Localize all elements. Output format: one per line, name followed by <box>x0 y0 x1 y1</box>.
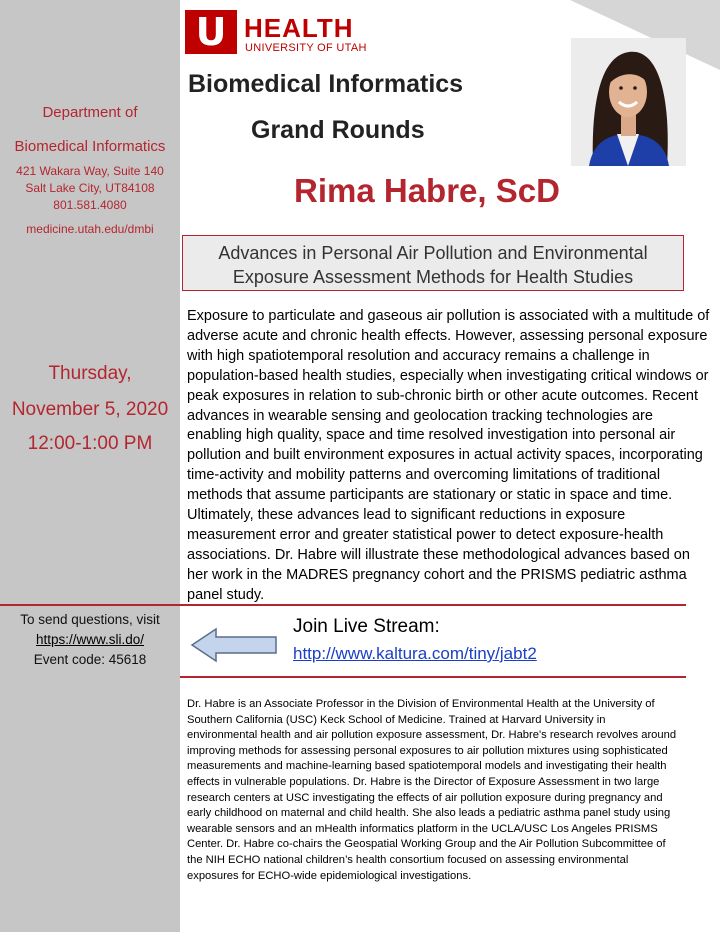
talk-title-line1: Advances in Personal Air Pollution and Environmental <box>218 243 648 263</box>
questions-box <box>0 610 180 670</box>
talk-abstract: Exposure to particulate and gaseous air pollution is associated with a multitude of adverse acute and chronic health effects. However, assessing personal exposure with high spatiotemporal resolution and accuracy remains a challenge in population-based health studies, especially when investigating critical windows or peak exposures in relation to sub-chronic birth or other acute outcomes. Recent advances in wearable sensing and geolocation tracking technologies are enabling high quality, space and time resolved investigation into personal air pollution and built environment exposures in actual activity spaces, incorporating time-activity and mobility patterns and overcoming limitations of traditional methods that assume participants are stationary or static in space and time. Ultimately, these advances lead to significant reductions in exposure measurement error and greater statistical power to detect exposure-health associations. Dr. Habre will illustrate these methodological advances based on her work in the MADRES pregnancy cohort and the PRISMS pediatric asthma panel study. <box>187 308 710 603</box>
speaker-photo <box>571 38 686 166</box>
address-line1: 421 Wakara Way, Suite 140 <box>16 164 164 178</box>
divider-bottom <box>180 676 686 678</box>
department-name-line2: Biomedical Informatics <box>14 138 166 155</box>
talk-title-box <box>182 235 684 291</box>
series-title-line1: Biomedical Informatics <box>188 70 464 98</box>
talk-title-line2: Exposure Assessment Methods for Health Studies <box>232 267 634 287</box>
event-code: Event code: 45618 <box>33 652 147 667</box>
live-stream-link[interactable]: http://www.kaltura.com/tiny/jabt2 <box>293 644 537 663</box>
logo-subtitle: UNIVERSITY OF UTAH <box>245 42 367 54</box>
left-arrow-icon <box>190 626 278 669</box>
questions-instruction: To send questions, visit <box>20 612 160 627</box>
u-health-logo-mark: U <box>195 10 227 54</box>
address-line2: Salt Lake City, UT84108 <box>25 181 155 195</box>
speaker-name: Rima Habre, ScD <box>294 172 560 209</box>
phone-number: 801.581.4080 <box>53 198 127 212</box>
event-time: 12:00-1:00 PM <box>27 433 153 454</box>
department-website[interactable]: medicine.utah.edu/dmbi <box>26 222 154 236</box>
live-stream-label: Join Live Stream: <box>293 616 440 637</box>
event-date: November 5, 2020 <box>11 399 169 420</box>
divider-top <box>0 604 686 606</box>
speaker-bio: Dr. Habre is an Associate Professor in the Division of Environmental Health at the University of Southern California (USC) Keck School of Medicine. Trained at Harvard University in environmental health and air pollution exposure assessment, Dr. Habre's research revolves around improving methods for assessing personal exposures to air pollution mixtures using sophisticated measurements and machine-learning based spatiotemporal models and investigating their health effects in vulnerable populations. Dr. Habre is the Director of Exposure Assessment in two large research centers at USC investigating the effects of air pollution exposure during pregnancy and early childhood on maternal and child health. She also leads a pediatric asthma panel study using wearable sensors and an mHealth informatics platform in the UCLA/USC Los Angeles PRISMS Center. Dr. Habre co-chairs the Geospatial Working Group and the Air Pollution Subcommittee of the NIH ECHO national children’s health consortium focused on assessing environmental exposures for ECHO-wide epidemiological investigations. <box>187 698 677 882</box>
logo-title: HEALTH <box>244 13 354 43</box>
series-title-line2: Grand Rounds <box>251 116 425 144</box>
slido-link[interactable]: https://www.sli.do/ <box>35 632 145 647</box>
department-name-line1: Department of <box>42 104 138 121</box>
event-day: Thursday, <box>48 363 132 384</box>
